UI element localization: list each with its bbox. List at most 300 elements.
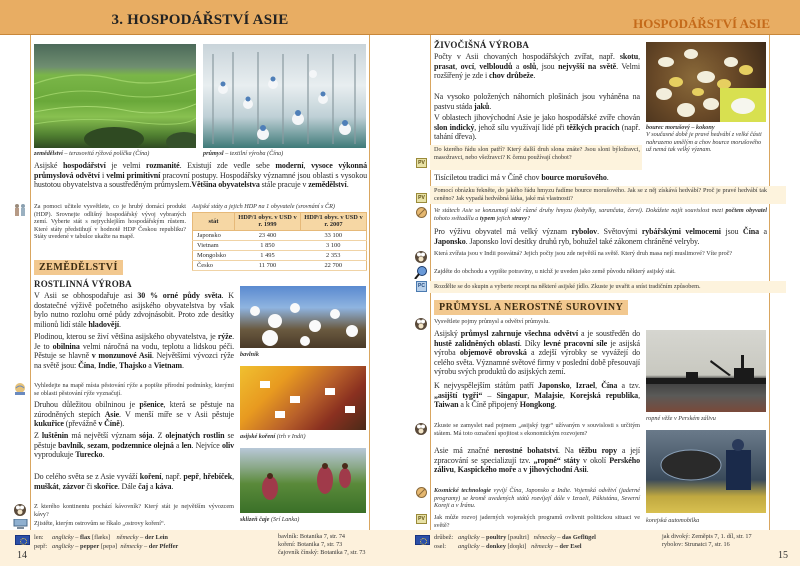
table-header-row [193,213,367,231]
photo-tea-harvest [240,448,366,513]
owl-icon [414,249,428,263]
margin-rule [369,35,370,530]
bold-text: v jihovýchodní Asii [523,465,587,475]
text: , [115,360,120,370]
bold-text: Thajsko [119,360,147,370]
task-spice-islands: Zjistěte, kterým ostrovům se říkalo „ostrovy koření“. [34,520,166,527]
pv-icon: PV [416,158,427,168]
photo-cotton [240,286,366,348]
section-heading-agriculture: ZEMĚDĚLSTVÍ [34,260,123,275]
header-rule [0,34,400,35]
text: . Díky [519,338,544,348]
text: se pěstuje [34,431,234,450]
text: a [148,481,156,491]
running-head: HOSPODÁŘSTVÍ ASIE [633,16,770,31]
text: , [638,390,640,400]
vocabulary-list [434,533,596,551]
bold-text: v Číně [98,419,120,429]
text: , [638,52,640,61]
photo-caption [240,433,306,441]
bold-text: skotu [619,52,639,61]
computer-icon [13,519,28,529]
bold-text: „asijští tygři“ [434,390,483,400]
text: je asijská výroba [434,338,640,358]
text: – [482,390,497,400]
table-caption: Asijské státy a jejich HDP na 1 obyvatele (srovnání s ČR) [192,203,335,210]
text: pracovní postupy. Hospodářsky významné jsou oblasti s vysokou hustotou obyvatelstva a soustředěným průmyslem. [34,170,367,190]
text: v okolí [579,455,610,465]
vocab-lang: německy [116,534,139,541]
caption-bold: zemědělství [34,150,63,157]
text: , [562,390,570,400]
task-asian-tiger: Zkuste se zamyslet nad pojmem „asijský tygr“ užívaným v souvislosti s určitým státem. Má toto označení spojitost s ekonomickým rozvojem? [434,422,640,437]
margin-rule [30,35,31,530]
bold-text: sezam [87,440,108,450]
bold-text: hladovějí [88,319,119,329]
bold-text: Izrael [575,381,596,390]
photo-caption [646,124,768,154]
reference: jak divoký: Zeměpis 7, 1. díl, str. 17 [662,533,752,540]
bold-text: těžkých pracích [566,122,620,132]
magnifier-icon [414,266,428,279]
photo-caption: korejská automobilka [646,517,700,524]
task-silk: Pomocí obrázku řekněte, do jakého řádu hmyzu řadíme bource morušového. Jak se z něj získává hedvábí? Proč je pravé hedvábí tak ceněno? Jak vypadá hedvábná látka, jaké má vlastnosti? [434,187,767,202]
paragraph-yaks [434,92,640,111]
text: . Z [152,431,166,440]
text: . K dostatečné výživě početného asijského obyvatelstva by však bylo nutno rozlohu orné půdy zdvojnásobit. Proto zde desítky milionů lidí stále [34,291,234,329]
table-row [193,260,367,270]
photo-textile-factory [203,44,366,148]
owl-icon [414,316,428,330]
vocab-german: das Geflügel [562,534,596,541]
bold-text: Čína [601,381,618,390]
vocab-lang: anglicky [458,534,480,541]
text: Do celého světa se z Asie vyváží [34,472,140,481]
caption-text: (trh v Indii) [275,433,306,440]
bold-text: moderní [275,161,304,170]
text: a je soustředěn do [577,329,640,338]
bold-text: Čína [78,360,95,370]
text: V oblastech jihovýchodní Asie je jako hospodářské zvíře chován [434,113,640,122]
globe-map-icon [13,382,27,396]
pc-icon: PC [416,281,427,292]
table-cell: 2 353 [301,250,367,260]
bold-text: podzemnice olejná [111,440,174,450]
bold-text: jaků [474,101,490,111]
text: , [595,381,602,390]
text: tohoto světadílu a [434,214,480,222]
text: Pro výživu obyvatel má velký význam [434,227,572,236]
task-shop: Zajděte do obchodu a vypište potraviny, u nichž je uveden jako země původu některý asijský stát. [434,268,676,275]
bold-text: slon indický [434,122,475,132]
table-cell: 22 700 [301,260,367,270]
caption-text: – terasovitá rýžová políčka (Čína) [62,150,150,157]
bold-text: muškát [34,481,59,491]
text: Na vysoko položených náhorních plošinách jsou vyháněna na pastvu stáda [434,92,640,111]
text: , která se pěstuje na zúrodněných stepích [34,400,235,419]
vocab-entry: osel: anglicky – donkey [doŋki] německy – der Esel [434,543,582,550]
vocab-english: flax [80,534,91,541]
vocab-english: poultry [486,534,507,541]
text: . [489,101,492,111]
text: Asie má značné [434,446,494,455]
photo-caption: ropné věže v Perském zálivu [646,415,716,422]
photo-rice-terraces [34,44,196,148]
task-recipe: Rozdělte se do skupin a vyberte recept na některé asijské jídlo. Zkuste je uvařit a sníst tradičním způsobem. [434,283,701,290]
vocab-entry: pepř: anglicky – pepper [pepə] německy – der Pfeffer [34,543,179,550]
text: (převážně [63,419,99,429]
bold-text: sója [139,431,153,440]
text: , [83,440,88,450]
section-heading-industry: PRŮMYSL A NEROSTNÉ SUROVINY [434,300,628,315]
vocab-pronunciation: [pəultri] [507,534,529,541]
caption-bold: sklizeň čaje [240,516,270,523]
text: . [606,173,609,182]
photo-spice-market [240,366,366,430]
caption-text: – textilní výroba (Čína) [223,150,284,157]
table-cell: Japonsko [193,230,235,240]
text: . Existují zde vedle sebe [179,161,276,170]
text: , [232,472,234,481]
table-row [193,250,367,260]
vocab-lang: německy [120,543,143,550]
bold-text: objemově obrovská [459,348,527,358]
paragraph-minerals [434,446,640,475]
table-row [193,240,367,250]
bold-text: ovcí [460,61,474,71]
task-nuclear: Jak může rozvoj jaderných vojenských programů ovlivnit politickou situaci ve světě? [434,514,640,529]
vocab-pronunciation: [doŋki] [507,543,527,550]
paragraph-wheat [34,400,234,429]
bold-text: v monzunové Asii [91,351,152,361]
text: . Nejvíce [191,440,222,450]
reference: koření: Botanika 7, str. 73 [278,541,343,548]
text: , [527,390,535,400]
text: , [58,481,63,491]
bold-text: chov drůbeže [488,71,534,81]
bold-text: rozmanité [146,161,180,170]
vocab-word: len: [34,534,44,541]
table-header: HDP/1 obyv. v USD v r. 2007 [301,213,367,231]
vocab-english: donkey [486,543,506,550]
text: . [586,465,589,475]
bold-text: Hongkong [519,400,555,410]
factory-illustration [203,44,366,148]
text: velmi náročná na vodu, teplotu a lidskou péči. Pěstuje se hlavně [34,341,234,361]
header-rule [400,34,800,35]
bold-text: 30 % orné půdy světa [137,291,222,300]
bold-text: skořice [94,481,118,491]
reference: bavlník: Botanika 7, str. 74 [278,533,346,540]
task-coffee: Z kterého kontinentu pochází kávovník? Který stát je největším vývozcem kávy? [34,503,234,518]
vocab-word: pepř: [34,543,48,550]
vocab-entry: drůbež: anglicky – poultry [pəultri] německy – das Geflügel [434,534,596,541]
paragraph-asian-tigers [434,381,640,410]
bold-text: Většina obyvatelstva [191,180,260,190]
text: Počty v Asii chovaných hospodářských zvířat, např. [434,52,620,61]
chapter-title: 3. HOSPODÁŘSTVÍ ASIE [111,12,289,28]
text: , [198,472,204,481]
table-cell: 33 100 [301,230,367,240]
bold-text: pšenice [139,400,164,409]
text: Plodinou, kterou se živí většina asijského obyvatelstva, je [34,332,218,341]
table-cell: Mongolsko [193,250,235,260]
bold-text: Kaspického moře [457,465,516,475]
text: , [453,465,458,475]
bold-text: rýže [217,332,233,341]
paragraph-arable-land [34,291,234,329]
bold-text: Taiwan [434,400,459,410]
reference: rybolov: Strunatci 7, str. 16 [662,541,730,548]
text: . [554,400,557,410]
text: a [758,227,767,236]
bold-text: nejvyšší na světě [558,61,617,71]
paragraph-legumes [34,431,234,460]
bold-text: Singapur [496,390,528,400]
table-row [193,230,367,240]
bold-text: hustě zalidněných oblastí [434,338,520,348]
vocab-german: der Pfeffer [148,543,179,550]
vocab-word: osel: [434,543,447,550]
text: , jehož sílu využívají lidé při [474,122,567,132]
caption-text: (Srí Lanka) [269,516,300,523]
bold-text: zázvor [62,481,85,491]
text: jsou [720,227,743,236]
task-india-animals: Která zvířata jsou v Indii posvátná? Jejich počty jsou zde největší na světě. Který druh masa nejí muslimové? Víte proč? [434,250,733,257]
text: Asijské [34,161,63,170]
vocabulary-list [34,533,178,551]
paragraph-spices [34,472,234,491]
caption-bold: bourec morušový – kokony [646,124,715,131]
text: Druhou důležitou obilninou je [34,400,140,409]
paragraph-silkworm [434,173,640,183]
paragraph-fishing [434,227,767,246]
text: ). [119,419,125,429]
task-insects [434,207,767,222]
vocab-lang: anglicky [458,543,480,550]
text: Z [34,431,42,440]
task-elephant: Do kterého řádu slon patří? Který další druh slona znáte? Jsou sloni býložravci, masožravci, nebo všežravci? K čemu používají chobot? [434,146,640,161]
text: . Dále [117,481,139,491]
bold-text: čaj [138,481,149,491]
table-cell: Vietnam [193,240,235,250]
text: . [533,71,536,81]
text: je velmi [105,161,147,170]
bold-text: koření [139,472,162,481]
text: , [569,381,576,390]
bold-text: nerostné bohatství [493,446,558,455]
text: . [119,319,121,329]
bold-text: Asie [104,409,120,419]
table-cell: 23 400 [235,230,301,240]
text: , [455,61,461,71]
bold-text: Perského zálivu [434,455,641,475]
text: jejich [495,214,512,222]
pv-icon: PV [416,193,427,203]
text: K nejvyspělejším státům patří [434,381,538,390]
bold-text: pepř [183,472,199,481]
text: . [102,450,105,460]
cross-references [278,533,365,557]
vocab-english: pepper [80,543,100,550]
bold-text: „ropné“ státy [533,455,580,465]
vocab-pronunciation: [flæks] [91,534,111,541]
owl-icon [13,502,27,516]
bold-text: kukuřice [34,419,64,429]
table-header: stát [193,213,235,231]
text: . Je to [34,332,234,351]
bold-text: stravy [511,214,527,222]
subheading-livestock: ŽIVOČIŠNÁ VÝROBA [434,40,530,50]
text: (např. tahání dřeva). [434,122,640,142]
bold-text: levné pracovní síle [543,338,608,348]
text: , např. [161,472,184,481]
vocab-word: drůbež: [434,534,454,541]
text: . Velmi rozšířený je zde i [434,61,640,81]
eu-flag-icon [415,535,430,545]
vocab-lang: německy [531,543,554,550]
photo-caption [34,150,149,158]
text: i [99,170,107,180]
caption-bold: bavlník [240,351,259,358]
text: a k Číně připojený [458,400,520,410]
text: a [173,440,182,450]
text: a [146,360,154,370]
vocab-lang: německy [533,534,556,541]
bold-text: oslů [522,61,537,71]
vocab-entry: len: anglicky – flax [flæks] německy – der Lein [34,534,168,541]
text: , [473,61,480,71]
text: a zdejší výrobky se vyvážejí do celého světa. Významné světové firmy v poslední době přesouvají výrobu svých produktů do asijských zemí. [434,348,640,377]
photo-caption [203,150,283,158]
pv-icon: PV [416,514,427,524]
text: vyprodukuje [34,450,76,460]
text: . V menší míře se v Asii pěstuje [119,409,234,419]
bold-text: káva [155,481,172,491]
vocab-german: der Esel [559,543,582,550]
task-rice-map: Vyhledejte na mapě místa pěstování rýže a popište přírodní podmínky, kterými se oblasti pěstování rýže vyznačují. [34,382,234,397]
bold-text: oliv [221,440,234,450]
table-cell: 3 100 [301,240,367,250]
bold-text: len [181,440,192,450]
text: a [512,61,523,71]
text: má největší význam [68,431,140,440]
text: . Japonsko loví desítky druhů ryb, bohužel také zákonem chráněné velryby. [465,236,700,246]
text: a [515,465,524,475]
bold-text: bavlník [58,440,84,450]
bold-text: hospodářství [62,161,106,170]
bold-text: zemědělství [308,180,347,190]
bold-text: hřebíček [203,472,233,481]
bold-text: počtem obyvatel [725,207,768,214]
text: Ve státech Asie se konzumují také různé druhy hmyzu (kobylky, sarančata, červi). Dokážete najít souvislost mezi [434,207,726,214]
text: vyvíjí Čína, Japonsko a Indie. Vojenská odvětví (jaderné programy) se kromě uvedených států rozvíjejí dále v Izraeli, Pákistánu, Severní Koreji a v Íránu. [434,487,640,510]
paragraph-rice [34,332,234,370]
text: či [84,481,94,491]
text: . Největšími vývozci rýže na světě jsou: [34,351,234,370]
paragraph-elephant [434,113,640,142]
right-page [400,0,800,566]
eu-flag-icon [15,535,30,545]
vocab-lang: anglicky [52,543,74,550]
page-number: 14 [17,550,27,561]
bold-text: těžbu ropy [578,446,618,455]
hdp-table [192,212,367,271]
text: . [171,481,174,491]
photo-caption [240,351,259,359]
bold-text: Malajsie [534,390,563,400]
table-cell: 1 850 [235,240,301,250]
bold-text: Čína [742,227,759,236]
page-number: 15 [778,550,788,561]
paragraph-industry [434,329,640,377]
table-cell: Česko [193,260,235,270]
bold-text: prasat [434,61,456,71]
text: Tisíciletou tradici má v Číně chov [434,173,542,182]
bold-text: Vietnam [153,360,182,370]
text: . Na [557,446,579,455]
text: . Světovými [597,227,642,236]
bold-text: luštěnin [41,431,69,440]
bold-text: olejnatých rostlin [165,431,225,440]
text: a její zpracování se specializují tzv. [434,446,640,465]
vocab-pronunciation: [pepə] [100,543,118,550]
bold-text: velmi primitivní [106,170,161,180]
text: a tzv. [617,381,640,390]
text: , [107,440,112,450]
photo-silkworm-cocoons [646,42,766,122]
reference: čajovník čínský: Botanika 7, str. 73 [278,549,366,556]
text: , [303,161,312,170]
bold-text: Korejská republika [570,390,639,400]
bold-text: typem [479,214,496,222]
cross-references [662,533,752,549]
bold-text: bource morušového [541,173,607,182]
bold-text: průmysl zahrnuje všechna odvětví [460,329,578,338]
bold-text: Japonsko [434,236,466,246]
task-industry-terms: Vysvětlete pojmy průmysl a odvětví průmyslu. [434,318,550,325]
text: . [346,180,349,190]
table-cell: 11 700 [235,260,301,270]
intro-paragraph [34,161,367,190]
text: . [181,360,184,370]
photo-car-factory [646,430,766,513]
vocab-lang: anglicky [52,534,74,541]
caption-bold: průmysl [203,150,224,157]
bold-text: velbloudů [479,61,513,71]
bold-text: rybolov [571,227,598,236]
text: ? [526,214,531,222]
text: V Asii se obhospodařuje asi [34,291,138,300]
text: Asijský [434,329,461,338]
task-hdp: Za pomoci učitele vysvětlete, co je hrubý domácí produkt (HDP). Srovnejte odlišný hospodářský vývoj vybraných zemí. Vyberte stát s nejrychlejším hospodářským růstem. Které státy předstihují v hodnotě HDP Českou republiku? Státy uvedené v tabulce ukažte na mapě. [34,203,186,241]
paragraph-livestock [434,52,640,81]
text: , [94,360,98,370]
photo-oil-rigs [646,330,766,412]
subheading-crop-production: ROSTLINNÁ VÝROBA [34,279,132,289]
table-cell: 1 495 [235,250,301,260]
bold-text: Kosmické technologie [434,487,491,494]
bold-text: rybářskými velmocemi [641,227,721,236]
task-space-tech [434,487,640,510]
caption-bold: asijské koření [240,433,276,440]
caption-note: V současné době je pravé hedvábí z velké části nahrazeno umělým a chov bource morušového už nemá tak velký význam. [646,131,762,154]
bold-text: Turecko [75,450,103,460]
bold-text: Japonsko [537,381,570,390]
bold-text: vysoce výkonná průmyslová odvětví [34,161,367,180]
bold-text: obilnina [52,341,80,351]
table-header: HDP/1 obyv. v USD v r. 1999 [235,213,301,231]
